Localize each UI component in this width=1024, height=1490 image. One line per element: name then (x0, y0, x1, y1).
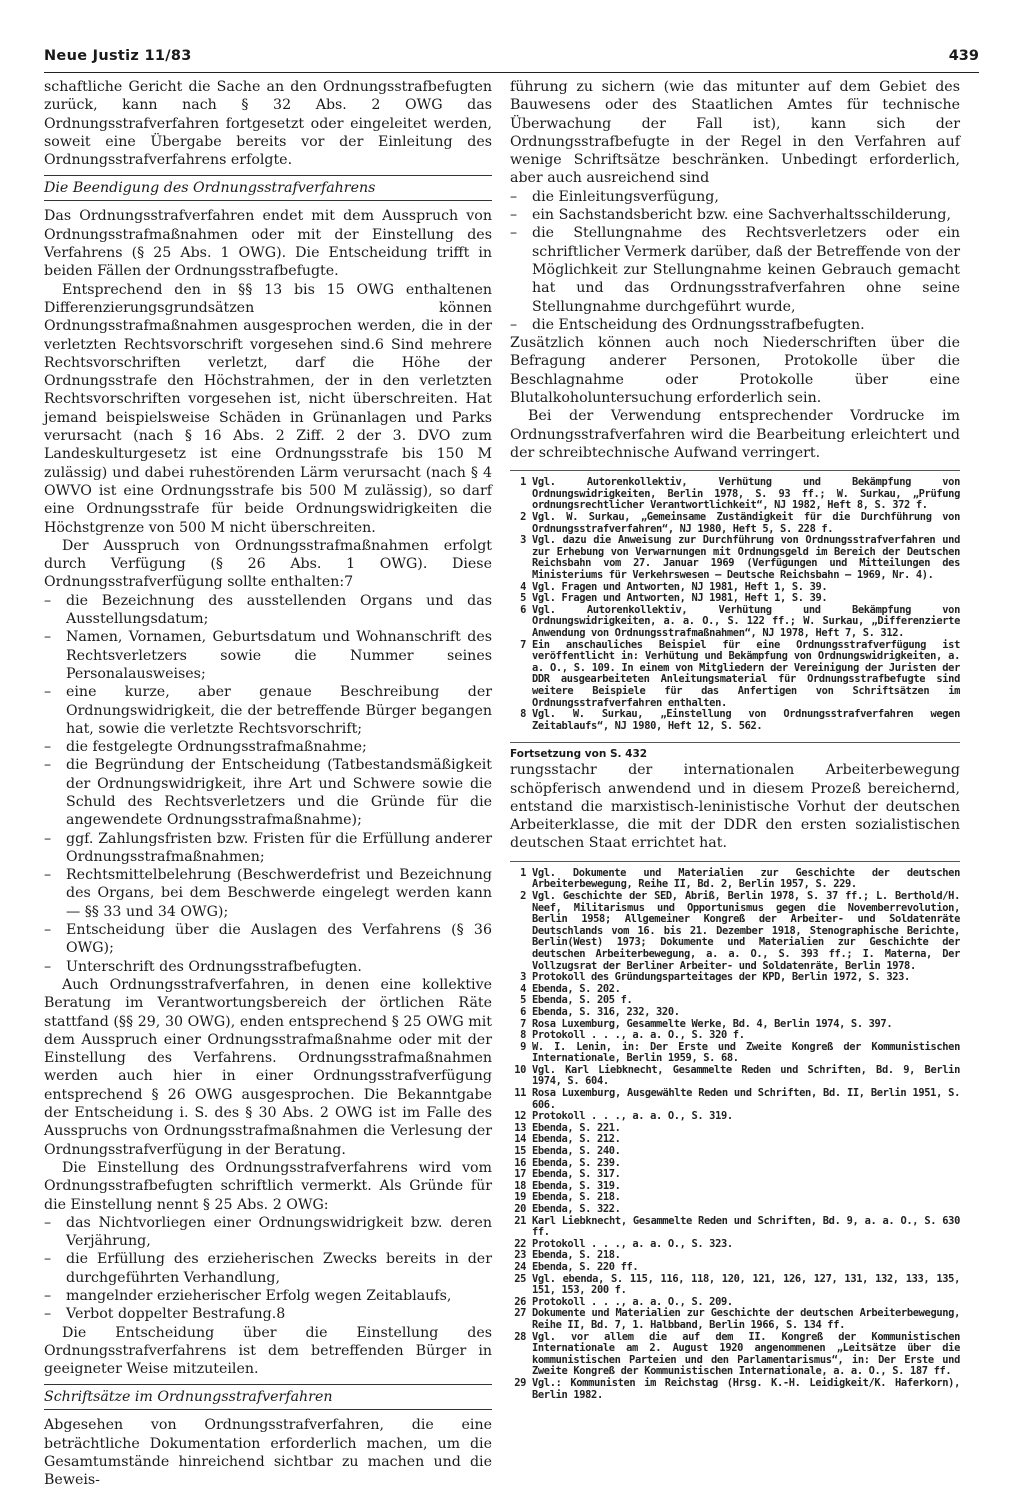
footnote-number: 24 (514, 1260, 526, 1273)
footnote-number: 2 (520, 511, 526, 524)
footnote-text: Ebenda, S. 317. (532, 1168, 621, 1181)
footnote (510, 1065, 960, 1088)
footnote-number: 7 (520, 638, 526, 651)
right-column (510, 78, 960, 1401)
footnote-text: Vgl. vor allem die auf dem II. Kongreß der Kommunistischen Internationale am 2. August 1920 angenommenen „Leitsätze über die kommunistischen Parteien und den Parlamentarismus“, in: Der Erste und Zweite Kongreß der Kommunistischen Internationale, a. a. O., S. 187 ff. (532, 1330, 960, 1378)
footnote-text: Ebenda, S. 322. (532, 1203, 621, 1215)
paragraph: Der Ausspruch von Ordnungsstrafmaßnahmen erfolgt durch Verfügung (§ 26 Abs. 1 OWG). Diese Ordnungsstrafverfügung sollte enthalten:7 (44, 537, 492, 591)
intro-paragraph: schaftliche Gericht die Sache an den Ordnungsstrafbefugten zurück, kann nach § 32 Abs. 2 OWG das Ordnungsstrafverfahren fortgesetzt oder eingeleitet werden, soweit eine Übergabe bereits vor der Einleitung des Ordnungsstrafverfahrens erfolgte. (44, 79, 492, 169)
footnotes-article (510, 470, 960, 732)
footnote-list (510, 868, 960, 1401)
page-number: 439 (948, 48, 979, 64)
footnote-text: W. I. Lenin, in: Der Erste und Zweite Kongreß der Kommunistischen Internationale, Berlin 1959, S. 68. (532, 1040, 960, 1065)
footnote-number: 8 (520, 1029, 526, 1042)
footnote (510, 1274, 960, 1297)
footnote-text: Protokoll . . ., a. a. O., S. 319. (532, 1110, 733, 1123)
footnote-text: Ein anschauliches Beispiel für eine Ordnungsstrafverfügung ist veröffentlicht in: Verhütung und Bekämpfung von Ordnungswidrigkeiten, a. a. O., S. 109. In einem von Mitgliedern der Vereinigung der Juristen der DDR ausgearbeiteten Anleitungsmaterial für Ordnungsstrafbefugte sind weitere Beispiele für das Anfertigen von Schriftsätzen im Ordnungsstrafverfahren enthalten. (532, 638, 960, 709)
footnote-number: 4 (520, 580, 526, 593)
footnote-text: Protokoll des Gründungsparteitages der KPD, Berlin 1972, S. 323. (532, 971, 910, 984)
footnote-text: Protokoll . . ., a. a. O., S. 320 f. (532, 1029, 745, 1042)
footnote-number: 18 (514, 1179, 526, 1192)
footnote-number: 13 (514, 1121, 526, 1134)
footnote-text: Vgl. W. Surkau, „Einstellung von Ordnungsstrafverfahren wegen Zeitablaufs“, NJ 1980, Heft 12, S. 562. (532, 708, 960, 732)
footnote-number: 2 (520, 889, 526, 902)
paragraph: Die Entscheidung über die Einstellung des Ordnungsstrafverfahrens ist dem betreffenden Bürger in geeigneter Weise mitzuteilen. (44, 1324, 492, 1378)
footnote-number: 12 (514, 1110, 526, 1123)
left-column (44, 78, 492, 1490)
footnote (510, 605, 960, 640)
journal-title: Neue Justiz 11/83 (44, 48, 192, 64)
footnote-number: 28 (514, 1330, 526, 1343)
footnote-number: 1 (520, 866, 526, 879)
footnote-number: 11 (514, 1087, 526, 1100)
footnote-number: 27 (514, 1307, 526, 1320)
footnote-number: 21 (514, 1214, 526, 1227)
footnote (510, 1378, 960, 1401)
footnote-text: Vgl. W. Surkau, „Gemeinsame Zuständigkeit für die Durchführung von Ordnungsstrafverfahren“, NJ 1980, Heft 5, S. 228 f. (532, 511, 960, 535)
footnote-text: Ebenda, S. 319. (532, 1179, 621, 1192)
list-item: – ggf. Zahlungsfristen bzw. Fristen für die Erfüllung anderer Ordnungsstrafmaßnahmen; (44, 830, 492, 867)
footnote (510, 868, 960, 891)
footnote (510, 891, 960, 972)
footnote (510, 640, 960, 710)
list-item: – Namen, Vornamen, Geburtsdatum und Wohnanschrift des Rechtsverletzers sowie die Nummer seines Personalausweises; (44, 628, 492, 683)
footnote-text: Ebenda, S. 221. (532, 1121, 621, 1134)
section-title-beendigung: Die Beendigung des Ordnungsstrafverfahrens (44, 175, 492, 201)
list-item: – Unterschrift des Ordnungsstrafbefugten. (44, 958, 492, 976)
footnote-number: 3 (520, 971, 526, 984)
footnote-number: 8 (520, 708, 526, 721)
list-item: – ein Sachstandsbericht bzw. eine Sachverhaltsschilderung, (510, 206, 960, 224)
list-item: – die Begründung der Entscheidung (Tatbestandsmäßigkeit der Ordnungswidrigkeit, ihre Art und Schwere sowie die Schuld des Rechtsverletzers und die Gründe für die angewendete Ordnungsstrafmaßnahme); (44, 756, 492, 829)
footnote (510, 1042, 960, 1065)
footnote-number: 4 (520, 982, 526, 995)
paragraph: führung zu sichern (wie das mitunter auf dem Gebiet des Bauwesens oder des Staatlichen Amtes für technische Überwachung der Fall ist), kann sich der Ordnungsstrafbefugte in der Regel in den Verfahren auf wenige Schriftsätze beschränken. Unbedingt erforderlich, aber auch ausreichend sind (510, 79, 960, 187)
footnote-text: Protokoll . . ., a. a. O., S. 209. (532, 1295, 733, 1308)
list-item: – Rechtsmittelbelehrung (Beschwerdefrist und Bezeichnung des Organs, bei dem Beschwerde eingelegt werden kann — §§ 33 und 34 OWG); (44, 866, 492, 921)
footnote-text: Vgl. ebenda, S. 115, 116, 118, 120, 121, 126, 127, 131, 132, 133, 135, 151, 153, 200 f. (532, 1272, 960, 1297)
footnote-text: Karl Liebknecht, Gesammelte Reden und Schriften, Bd. 9, a. a. O., S. 630 ff. (532, 1214, 960, 1239)
paragraph: Bei der Verwendung entsprechender Vordrucke im Ordnungsstrafverfahren wird die Bearbeitung erleichtert und der schreibtechnische Aufwand verringert. (510, 408, 960, 461)
footnote-text: Ebenda, S. 218. (532, 1249, 621, 1262)
footnote-number: 26 (514, 1295, 526, 1308)
list-item: – Entscheidung über die Auslagen des Verfahrens (§ 36 OWG); (44, 921, 492, 958)
footnote-number: 1 (520, 476, 526, 489)
list-item: – mangelnder erzieherischer Erfolg wegen Zeitablaufs, (44, 1287, 492, 1305)
footnote-list (510, 477, 960, 732)
list-item: – die Erfüllung des erzieherischen Zwecks bereits in der durchgeführten Verhandlung, (44, 1250, 492, 1287)
footnote-number: 5 (520, 994, 526, 1007)
paragraph: Zusätzlich können auch noch Niederschriften über die Befragung anderer Personen, Protokolle über die Beschlagnahme oder Protokolle über eine Blutalkoholuntersuchung erforderlich sein. (510, 335, 960, 407)
footnote (510, 512, 960, 535)
footnote (510, 1332, 960, 1378)
list-item: – das Nichtvorliegen einer Ordnungswidrigkeit bzw. deren Verjährung, (44, 1214, 492, 1251)
footnote-number: 9 (520, 1040, 526, 1053)
footnote-text: Ebenda, S. 205 f. (532, 994, 633, 1007)
footnote-number: 14 (514, 1133, 526, 1146)
list-item: – die Einleitungsverfügung, (510, 188, 960, 206)
section-title-schriftsaetze: Schriftsätze im Ordnungsstrafverfahren (44, 1384, 492, 1410)
header-rule (44, 72, 979, 73)
footnote-text: Ebenda, S. 316, 232, 320. (532, 1005, 680, 1018)
footnote (510, 535, 960, 581)
footnote-number: 15 (514, 1145, 526, 1158)
footnote-number: 16 (514, 1156, 526, 1169)
footnote-number: 19 (514, 1191, 526, 1204)
footnote-number: 25 (514, 1272, 526, 1285)
footnote-text: Vgl. Karl Liebknecht, Gesammelte Reden und Schriften, Bd. 9, Berlin 1974, S. 604. (532, 1063, 960, 1088)
footnote-text: Ebenda, S. 212. (532, 1133, 621, 1146)
list-item: – Verbot doppelter Bestrafung.8 (44, 1305, 492, 1323)
footnote-text: Vgl. Autorenkollektiv, Verhütung und Bekämpfung von Ordnungswidrigkeiten, a. a. O., S. 122 ff.; W. Surkau, „Differenzierte Anwendung von Ordnungsstrafmaßnahmen“, NJ 1978, Heft 7, S. 312. (532, 603, 960, 639)
paragraph: Auch Ordnungsstrafverfahren, in denen eine kollektive Beratung im Verantwortungsbereich der örtlichen Räte stattfand (§§ 29, 30 OWG), enden entsprechend § 25 OWG mit dem Ausspruch einer Ordnungsstrafmaßnahme oder mit der Einstellung des Verfahrens. Ordnungsstrafmaßnahmen werden auch hier in einer Ordnungsstrafverfügung entsprechend § 26 OWG ausgesprochen. Die Bekanntgabe der Entscheidung i. S. des § 30 Abs. 2 OWG ist im Falle des Ausspruchs von Ordnungsstrafmaßnahmen die Verlesung der Ordnungsstrafverfügung in der Beratung. (44, 976, 492, 1158)
footnote-text: Ebenda, S. 220 ff. (532, 1260, 639, 1273)
paragraph: Abgesehen von Ordnungsstrafverfahren, die eine beträchtliche Dokumentation erforderlich machen, um die Gesamtumstände hinreichend sichtbar zu machen und die Beweis- (44, 1417, 492, 1489)
list-item: – die festgelegte Ordnungsstrafmaßnahme; (44, 738, 492, 756)
footnote-number: 10 (514, 1063, 526, 1076)
continuation-paragraph: rungsstachr der internationalen Arbeiterbewegung schöpferisch anwendend und in diesem Prozeß bereichernd, entstand die marxistisch-leninistische Vorhut der deutschen Arbeiterklasse, die mit der DDR den ersten sozialistischen deutschen Staat errichtet hat. (510, 762, 960, 852)
list-item: – eine kurze, aber genaue Beschreibung der Ordnungswidrigkeit, die der betreffende Bürger begangen hat, sowie die verletzte Rechtsvorschrift; (44, 683, 492, 738)
footnote-text: Vgl. Fragen und Antworten, NJ 1981, Heft 1, S. 39. (532, 580, 828, 593)
footnote-number: 5 (520, 592, 526, 605)
paragraph: Entsprechend den in §§ 13 bis 15 OWG enthaltenen Differenzierungsgrundsätzen können Ordnungsstrafmaßnahmen ausgesprochen werden, die in der verletzten Rechtsvorschrift vorgesehen sind.6 Sind mehrere Rechtsvorschriften verletzt, darf die Höhe der Ordnungsstrafe den Höchstrahmen, der in den verletzten Rechtsvorschriften vorgesehen ist, nicht überschreiten. Hat jemand beispielsweise Schäden in Grünanlagen und Parks verursacht (nach § 16 Abs. 2 Ziff. 2 der 3. DVO zum Landeskulturgesetz ist eine Ordnungsstrafe bis 150 M zulässig) und dabei ruhestörenden Lärm verursacht (nach § 4 OWVO ist eine Ordnungsstrafe bis 500 M zulässig), so darf eine Ordnungsstrafe für beide Ordnungswidrigkeiten die Höchstgrenze von 500 M nicht überschreiten. (44, 281, 492, 536)
footnote-number: 6 (520, 1005, 526, 1018)
footnotes-continuation (510, 861, 960, 1401)
footnote-text: Vgl. dazu die Anweisung zur Durchführung von Ordnungsstrafverfahren und zur Erhebung von Verwarnungen mit Ordnungsgeld im Bereich der Deutschen Reichsbahn vom 27. Januar 1969 (Verfügungen und Mitteilungen des Ministeriums für Verkehrswesen — Deutsche Reichsbahn — 1969, Nr. 4). (532, 534, 960, 581)
list-item: – die Stellungnahme des Rechtsverletzers oder ein schriftlicher Vermerk darüber, daß der Betreffende von der Möglichkeit zur Stellungnahme keinen Gebrauch gemacht hat und das Ordnungsstrafverfahren ohne seine Stellungnahme durchgeführt wurde, (510, 224, 960, 315)
continuation-label: Fortsetzung von S. 432 (510, 742, 960, 761)
footnote (510, 1308, 960, 1331)
footnote (510, 477, 960, 512)
footnote-text: Ebenda, S. 202. (532, 982, 621, 995)
footnote-text: Rosa Luxemburg, Gesammelte Werke, Bd. 4, Berlin 1974, S. 397. (532, 1017, 893, 1030)
footnote-text: Ebenda, S. 240. (532, 1145, 621, 1158)
paragraph: Die Einstellung des Ordnungsstrafverfahrens wird vom Ordnungsstrafbefugten schriftlich vermerkt. Als Gründe für die Einstellung nennt § 25 Abs. 2 OWG: (44, 1159, 492, 1213)
list-item: – die Entscheidung des Ordnungsstrafbefugten. (510, 316, 960, 334)
footnote-text: Vgl. Fragen und Antworten, NJ 1981, Heft 1, S. 39. (532, 592, 828, 605)
footnote-text: Vgl. Geschichte der SED, Abriß, Berlin 1978, S. 37 ff.; L. Berthold/H. Neef, Militarismus und Opportunismus gegen die Novemberrevolution, Berlin 1958; Allgemeiner Kongreß der Arbeiter- und Soldatenräte Deutschlands vom 16. bis 21. Dezember 1918, Stenographische Berichte, Berlin(West) 1973; Dokumente und Materialien zur Geschichte der deutschen Arbeiterbewegung, a. a. O., S. 393 ff.; I. Materna, Der Vollzugsrat der Berliner Arbeiter- und Soldatenräte, Berlin 1978. (532, 889, 960, 972)
paragraph: Das Ordnungsstrafverfahren endet mit dem Ausspruch von Ordnungsstrafmaßnahmen oder mit der Einstellung des Verfahrens (§ 25 Abs. 1 OWG). Die Entscheidung trifft in beiden Fällen der Ordnungsstrafbefugte. (44, 208, 492, 280)
footnote-text: Vgl.: Kommunisten im Reichstag (Hrsg. K.-H. Leidigkeit/K. Haferkorn), Berlin 1982. (532, 1376, 960, 1401)
footnote-text: Dokumente und Materialien zur Geschichte der deutschen Arbeiterbewegung, Reihe II, Bd. 7, 1. Halbband, Berlin 1966, S. 134 ff. (532, 1307, 960, 1331)
footnote (510, 1216, 960, 1239)
page-header (44, 48, 979, 70)
einstellung-reasons-list (44, 1214, 492, 1324)
footnote-text: Rosa Luxemburg, Ausgewählte Reden und Schriften, Bd. II, Berlin 1951, S. 606. (532, 1087, 960, 1111)
footnote-number: 6 (520, 603, 526, 616)
footnote-number: 22 (514, 1237, 526, 1250)
schriftsaetze-list (510, 188, 960, 334)
footnote-number: 17 (514, 1168, 526, 1181)
list-item: – die Bezeichnung des ausstellenden Organs und das Ausstellungsdatum; (44, 592, 492, 629)
footnote (510, 1088, 960, 1111)
footnote-number: 23 (514, 1249, 526, 1262)
footnote-number: 29 (514, 1376, 526, 1389)
footnote-text: Protokoll . . ., a. a. O., S. 323. (532, 1237, 733, 1250)
footnote-text: Ebenda, S. 218. (532, 1191, 621, 1204)
footnote (510, 709, 960, 732)
footnote-text: Vgl. Autorenkollektiv, Verhütung und Bekämpfung von Ordnungswidrigkeiten, Berlin 1978, S. 93 ff.; W. Surkau, „Prüfung ordnungsrechtlicher Verantwortlichkeit“, NJ 1982, Heft 8, S. 372 f. (532, 476, 960, 512)
verfuegung-contents-list (44, 592, 492, 976)
footnote-number: 7 (520, 1017, 526, 1030)
footnote-number: 20 (514, 1203, 526, 1215)
footnote-number: 3 (520, 534, 526, 547)
footnote-text: Vgl. Dokumente und Materialien zur Geschichte der deutschen Arbeiterbewegung, Reihe II, Bd. 2, Berlin 1957, S. 229. (532, 866, 960, 891)
footnote-text: Ebenda, S. 239. (532, 1156, 621, 1169)
